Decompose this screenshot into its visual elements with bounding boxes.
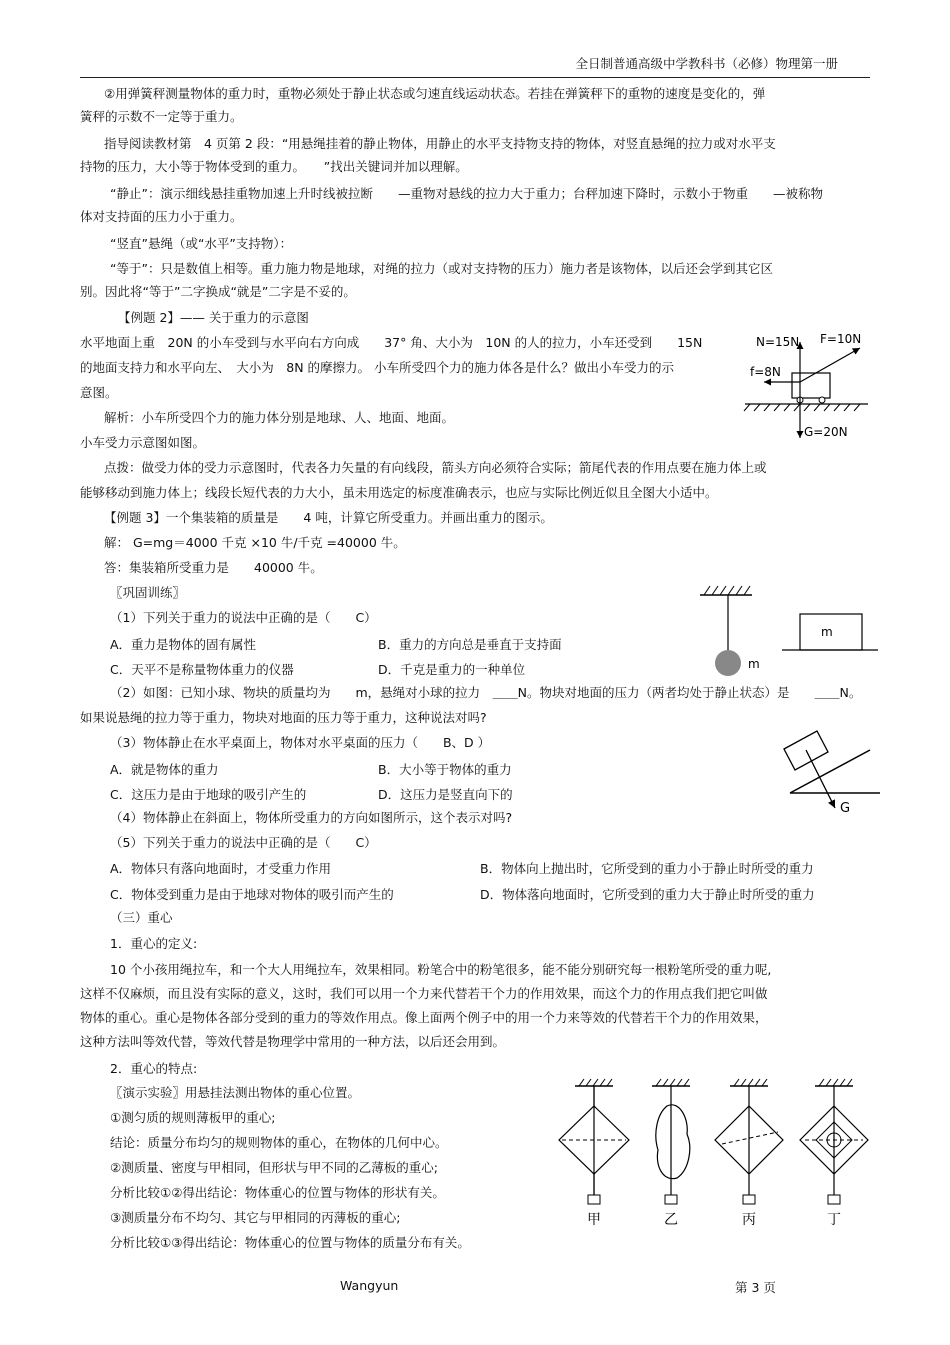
text-line: 这样不仅麻烦，而且没有实际的意义，这时，我们可以用一个力来代替若干个力的作用效果，而这个力的作用点我们把它叫做 [80, 986, 768, 1001]
text-line: “等于”：只是数值上相等。重力施力物是地球，对绳的拉力（或对支持物的压力）施力者是该物体，以后还会学到其它区 [110, 261, 773, 276]
plate-ding [800, 1079, 868, 1204]
label-gravity: G=20N [804, 425, 848, 439]
cart-body [792, 373, 830, 398]
option-d: D．物体落向地面时，它所受到的重力大于静止时所受的重力 [480, 887, 815, 902]
ball-mass-label: m [748, 657, 760, 671]
text-line: 解析：小车所受四个力的施力体分别是地球、人、地面、地面。 [104, 410, 455, 425]
label-friction: f=8N [750, 365, 781, 379]
option-d: D．这压力是竖直向下的 [378, 787, 513, 802]
question-4: （4）物体静止在斜面上，物体所受重力的方向如图所示，这个表示对吗? [110, 810, 513, 825]
incline-diagram [780, 720, 890, 830]
text-line: “静止”：演示细线悬挂重物加速上升时线被拉断 —重物对悬线的拉力大于重力；台秤加速下降时，示数小于物重 —被称物 [110, 186, 823, 201]
text-line: 别。因此将“等于”二字换成“就是”二字是不妥的。 [80, 284, 356, 299]
gravity-label: G [840, 801, 851, 816]
footer-author: Wangyun [340, 1278, 399, 1293]
text-line: ②用弹簧秤测量物体的重力时，重物必须处于静止状态或匀速直线运动状态。若挂在弹簧秤下的重物的速度是变化的，弹 [104, 86, 766, 101]
question-3: （3）物体静止在水平桌面上，物体对水平桌面的压力（ B、D ） [110, 735, 491, 750]
subheading: 2．重心的特点: [110, 1061, 198, 1076]
text-line: 簧秤的示数不一定等于重力。 [80, 109, 243, 124]
footer-page-number: 第 3 页 [735, 1280, 776, 1295]
text-line: 〖演示实验〗用悬挂法测出物体的重心位置。 [110, 1085, 361, 1100]
text-line: 如果说悬绳的拉力等于重力，物块对地面的压力等于重力，这种说法对吗? [80, 710, 487, 725]
text-line: 体对支持面的压力小于重力。 [80, 209, 243, 224]
text-line: 持物的压力，大小等于物体受到的重力。 ”找出关键词并加以理解。 [80, 159, 468, 174]
ball [715, 650, 741, 676]
example-2-title: 【例题 2】—— 关于重力的示意图 [118, 310, 309, 325]
text-line: 点拨：做受力体的受力示意图时，代表各力矢量的有向线段，箭头方向必须符合实际；箭尾代表的作用点要在施力体上或 [104, 460, 767, 475]
label-normal-force: N=15N [756, 335, 800, 349]
text-line: ①测匀质的规则薄板甲的重心; [110, 1110, 276, 1125]
suspension-experiment-diagram [555, 1078, 875, 1228]
option-b: B．大小等于物体的重力 [378, 762, 512, 777]
question-2: （2）如图：已知小球、物块的质量均为 m，悬绳对小球的拉力 ＿＿N。物块对地面的压力（两者均处于静止状态）是 ＿＿N。 [110, 685, 862, 700]
plate-bing [715, 1079, 783, 1204]
option-a: A．重力是物体的固有属性 [110, 637, 257, 652]
text-line: 小车受力示意图如图。 [80, 435, 206, 450]
label-jia: 甲 [587, 1212, 601, 1228]
text-line: 结论：质量分布均匀的规则物体的重心，在物体的几何中心。 [110, 1135, 448, 1150]
text-line: 的地面支持力和水平向左、 大小为 8N 的摩擦力。 小车所受四个力的施力体各是什么？做出小车受力的示 [80, 360, 675, 375]
option-c: C．物体受到重力是由于地球对物体的吸引而产生的 [110, 887, 394, 902]
section-heading: （三）重心 [110, 910, 173, 925]
block-mass-label: m [821, 625, 833, 639]
label-pull-force: F=10N [820, 332, 862, 346]
label-ding: 丁 [827, 1212, 841, 1228]
label-yi: 乙 [664, 1212, 678, 1228]
text-line: ③测质量分布不均匀、其它与甲相同的丙薄板的重心; [110, 1210, 401, 1225]
text-line: 分析比较①③得出结论：物体重心的位置与物体的质量分布有关。 [110, 1235, 470, 1250]
text-line: 分析比较①②得出结论：物体重心的位置与物体的形状有关。 [110, 1185, 445, 1200]
label-bing: 丙 [742, 1212, 756, 1228]
option-a: A．就是物体的重力 [110, 762, 219, 777]
text-line: ②测质量、密度与甲相同，但形状与甲不同的乙薄板的重心; [110, 1160, 438, 1175]
question-5: （5）下列关于重力的说法中正确的是（ C） [110, 835, 377, 850]
text-line: 答：集装箱所受重力是 40000 牛。 [104, 560, 323, 575]
option-c: C．这压力是由于地球的吸引产生的 [110, 787, 307, 802]
plate-yi [652, 1079, 690, 1204]
subheading: 1．重心的定义: [110, 936, 198, 951]
text-line: 物体的重心。重心是物体各部分受到的重力的等效作用点。像上面两个例子中的用一个力来等效的代替若干个力的作用效果， [80, 1010, 768, 1025]
cart-force-diagram [740, 328, 880, 448]
text-line: 水平地面上重 20N 的小车受到与水平向右方向成 37° 角、大小为 10N 的人的拉力，小车还受到 15N [80, 335, 703, 350]
option-d: D．千克是重力的一种单位 [378, 662, 526, 677]
question-1: （1）下列关于重力的说法中正确的是（ C） [110, 610, 377, 625]
text-line: 指导阅读教材第 4 页第 2 段：“用悬绳挂着的静止物体，用静止的水平支持物支持的物体，对竖直悬绳的拉力或对水平支 [104, 136, 776, 151]
option-a: A．物体只有落向地面时，才受重力作用 [110, 861, 332, 876]
text-line: 能够移动到施力体上；线段长短代表的力大小，虽未用选定的标度准确表示，也应与实际比例近似且全图大小适中。 [80, 485, 718, 500]
option-c: C．天平不是称量物体重力的仪器 [110, 662, 294, 677]
section-label: 〖巩固训练〗 [110, 585, 186, 600]
page-header: 全日制普通高级中学教科书（必修）物理第一册 [575, 56, 838, 71]
text-line: 解： G=mg＝4000 千克 ×10 牛/千克 =40000 牛。 [104, 535, 406, 550]
text-line: 10 个小孩用绳拉车，和一个大人用绳拉车，效果相同。粉笔合中的粉笔很多，能不能分别研究每一根粉笔所受的重力呢, [110, 962, 772, 977]
text-line: 意图。 [80, 385, 118, 400]
option-b: B．重力的方向总是垂直于支持面 [378, 637, 562, 652]
example-3-title: 【例题 3】一个集装箱的质量是 4 吨，计算它所受重力。并画出重力的图示。 [104, 510, 553, 525]
header-rule [80, 77, 870, 78]
text-line: “竖直”悬绳（或“水平”支持物）： [110, 236, 293, 251]
ball-block-diagram [690, 580, 890, 680]
option-b: B．物体向上抛出时，它所受到的重力小于静止时所受的重力 [480, 861, 814, 876]
plate-jia [559, 1079, 629, 1204]
text-line: 这种方法叫等效代替，等效代替是物理学中常用的一种方法，以后还会用到。 [80, 1034, 506, 1049]
